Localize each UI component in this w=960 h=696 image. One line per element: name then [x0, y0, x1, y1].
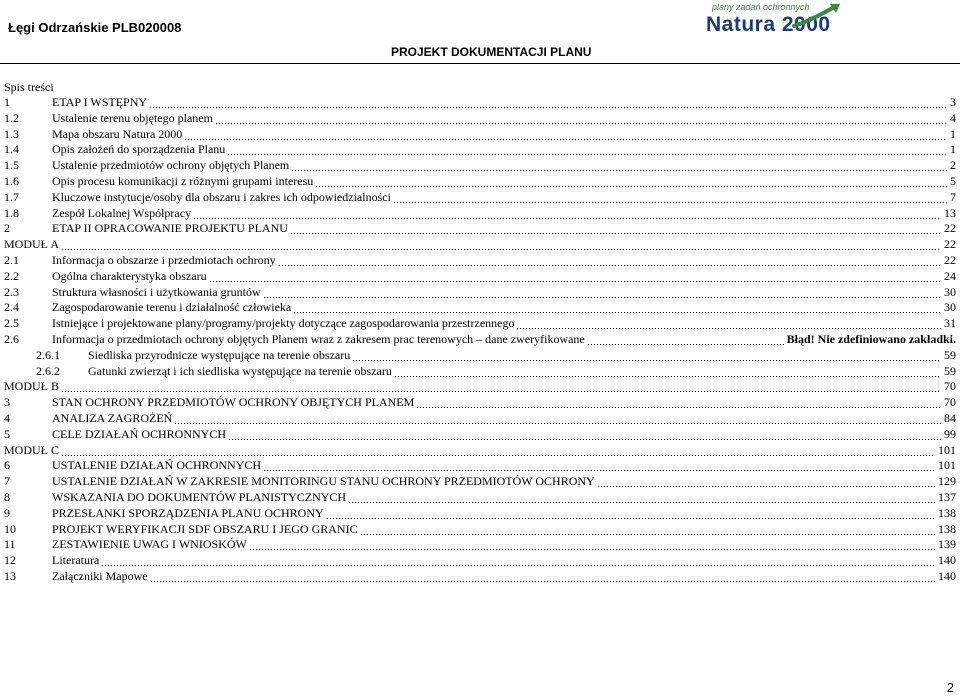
toc-dot-leader [326, 506, 935, 522]
toc-entry-number: 8 [4, 489, 10, 504]
toc-entry-page: 99 [944, 426, 956, 441]
toc-entry[interactable] [4, 221, 956, 237]
toc-dot-leader [291, 158, 947, 174]
toc-entry-number: 2.6.1 [36, 347, 60, 362]
toc-entry-number: 1.6 [4, 173, 19, 188]
toc-dot-leader [597, 474, 935, 490]
toc-entry-page: 59 [944, 363, 956, 378]
toc-entry[interactable] [4, 253, 956, 269]
toc-dot-leader [315, 174, 947, 190]
toc-entry-title: Struktura własności i użytkowania gruntów [52, 284, 261, 299]
header-subtitle: PROJEKT DOKUMENTACJI PLANU [391, 45, 592, 59]
toc-dot-leader [150, 569, 935, 585]
toc-entry[interactable] [4, 395, 956, 411]
toc-entry-title: Kluczowe instytucje/osoby dla obszaru i zakres ich odpowiedzialności [52, 189, 391, 204]
toc-entry-page: 101 [938, 442, 956, 457]
toc-entry-page: 138 [938, 521, 956, 536]
toc-entry-number: 9 [4, 505, 10, 520]
toc-entry-title: Informacja o przedmiotach ochrony objętych Planem wraz z zakresem prac terenowych – dane zweryfikowane [52, 331, 585, 346]
toc-entry-number: 1.4 [4, 142, 19, 157]
toc-entry-title: ETAP II OPRACOWANIE PROJEKTU PLANU [52, 221, 288, 236]
toc-entry-number: 7 [4, 474, 10, 489]
page-header [0, 0, 960, 64]
toc-entry[interactable] [4, 537, 956, 553]
toc-entry-title: ZESTAWIENIE UWAG I WNIOSKÓW [52, 537, 247, 552]
logo-wordmark: Natura 2000 [706, 13, 831, 36]
toc-entry-number: 13 [4, 568, 16, 583]
toc-entry[interactable] [4, 316, 956, 332]
toc-entry-number: 1.8 [4, 205, 19, 220]
toc-dot-leader [174, 411, 941, 427]
toc-entry-number: 1 [4, 95, 10, 109]
toc-entry-number: 12 [4, 553, 16, 568]
toc-entry[interactable] [4, 127, 956, 143]
toc-dot-leader [209, 269, 941, 285]
toc-dot-leader [149, 95, 947, 111]
toc-entry[interactable] [4, 411, 956, 427]
natura-2000-logo [704, 2, 844, 42]
toc-dot-leader [61, 443, 935, 459]
toc-dot-leader [249, 537, 935, 553]
toc-entry-title: Załączniki Mapowe [52, 568, 148, 583]
toc-dot-leader [293, 300, 941, 316]
toc-dot-leader [228, 427, 941, 443]
toc-dot-leader [393, 190, 947, 206]
toc-dot-leader [227, 142, 947, 158]
toc-entry-title: Ustalenie terenu objętego planem [52, 110, 213, 125]
toc-entry-title: Mapa obszaru Natura 2000 [52, 126, 183, 141]
toc-entry[interactable] [4, 364, 956, 380]
toc-entry-number: 6 [4, 458, 10, 473]
toc-entry[interactable] [4, 206, 956, 222]
toc-entry-number: 2.6 [4, 331, 19, 346]
toc-dot-leader [587, 332, 784, 348]
toc-entry-number: 2 [4, 221, 10, 236]
toc-entry-page: 13 [944, 205, 956, 220]
toc-entry[interactable] [4, 285, 956, 301]
toc-entry-page: 22 [944, 237, 956, 252]
toc-entry-number: 1.3 [4, 126, 19, 141]
toc-entry-number: 3 [4, 395, 10, 410]
toc-entry[interactable] [4, 158, 956, 174]
toc-entry-number: 2.3 [4, 284, 19, 299]
toc-entry-page: 22 [944, 252, 956, 267]
page-number: 2 [946, 680, 954, 695]
header-divider [0, 63, 960, 64]
toc-entry-number: 1.7 [4, 189, 19, 204]
toc-entry-page: 7 [950, 189, 956, 204]
toc-entry[interactable] [4, 332, 956, 348]
toc-entry[interactable] [4, 379, 956, 395]
toc-entry[interactable] [4, 443, 956, 459]
toc-entry-title: PRZESŁANKI SPORZĄDZENIA PLANU OCHRONY [52, 505, 324, 520]
toc-entry-page: 1 [950, 126, 956, 141]
toc-dot-leader [352, 348, 941, 364]
toc-entry-title: Opis procesu komunikacji z różnymi grupami interesu [52, 173, 314, 188]
toc-entry-number: 2.4 [4, 300, 19, 315]
toc-dot-leader [348, 490, 935, 506]
toc-dot-leader [184, 127, 947, 143]
toc-entry[interactable] [4, 490, 956, 506]
toc-entry-title: Ustalenie przedmiotów ochrony objętych Planem [52, 158, 290, 173]
toc-entry-page: 101 [938, 458, 956, 473]
toc-entry-page: 84 [944, 410, 956, 425]
toc-entry-page: 4 [950, 110, 956, 125]
document-title: Łęgi Odrzańskie PLB020008 [8, 20, 182, 35]
toc-dot-leader [263, 285, 941, 301]
toc-entry-title: Ogólna charakterystyka obszaru [52, 268, 207, 283]
toc-entry-page: 3 [950, 95, 956, 109]
toc-dot-leader [101, 553, 935, 569]
toc-entry-title: ETAP I WSTĘPNY [52, 95, 148, 109]
toc-entry-number: 10 [4, 521, 16, 536]
toc-entry-page: 30 [944, 284, 956, 299]
toc-entry-number: 4 [4, 410, 10, 425]
toc-entry[interactable] [4, 522, 956, 538]
toc-entry[interactable] [4, 348, 956, 364]
toc-entry[interactable] [4, 95, 956, 111]
toc-entry-page: 5 [950, 173, 956, 188]
toc-entry-title: Literatura [52, 553, 100, 568]
toc-entry-title: Zespół Lokalnej Współpracy [52, 205, 192, 220]
toc-entry-page: 70 [944, 379, 956, 394]
toc-dot-leader [290, 221, 941, 237]
toc-entry[interactable] [4, 174, 956, 190]
toc-entry-number: 2.2 [4, 268, 19, 283]
toc-dot-leader [263, 458, 935, 474]
toc-entry-title: Gatunki zwierząt i ich siedliska występujące na terenie obszaru [88, 363, 392, 378]
logo-tagline: plany zadań ochronnych [712, 2, 810, 12]
toc-entry[interactable] [4, 569, 956, 585]
table-of-contents [4, 95, 956, 585]
toc-entry-page: 31 [944, 316, 956, 331]
toc-entry-title: ANALIZA ZAGROŻEŃ [52, 410, 173, 425]
toc-entry-number: 2.5 [4, 316, 19, 331]
toc-entry-page: 140 [938, 568, 956, 583]
toc-entry-title: USTALENIE DZIAŁAŃ OCHRONNYCH [52, 458, 262, 473]
toc-entry-page: 137 [938, 489, 956, 504]
toc-entry-page: 140 [938, 553, 956, 568]
toc-dot-leader [416, 395, 941, 411]
toc-entry-title: MODUŁ C [4, 442, 60, 457]
toc-entry-page: 2 [950, 158, 956, 173]
toc-dot-leader [215, 111, 947, 127]
toc-entry[interactable] [4, 474, 956, 490]
toc-entry-page: 59 [944, 347, 956, 362]
toc-dot-leader [193, 206, 941, 222]
toc-dot-leader [278, 253, 941, 269]
toc-entry-page: 138 [938, 505, 956, 520]
toc-entry-title: MODUŁ B [4, 379, 60, 394]
toc-entry-number: 5 [4, 426, 10, 441]
toc-entry-title: USTALENIE DZIAŁAŃ W ZAKRESIE MONITORINGU STANU OCHRONY PRZEDMIOTÓW OCHRONY [52, 474, 595, 489]
toc-entry-number: 2.1 [4, 252, 19, 267]
toc-entry[interactable] [4, 190, 956, 206]
toc-entry-title: MODUŁ A [4, 237, 60, 252]
toc-dot-leader [516, 316, 941, 332]
toc-entry[interactable] [4, 506, 956, 522]
toc-entry-title: Istniejące i projektowane plany/programy/projekty dotyczące zagospodarowania przestrzennego [52, 316, 515, 331]
checkmark-swoosh-icon [790, 2, 842, 38]
toc-entry-title: Zagospodarowanie terenu i działalność człowieka [52, 300, 292, 315]
toc-entry-number: 11 [4, 537, 16, 552]
toc-entry-title: Informacja o obszarze i przedmiotach ochrony [52, 252, 276, 267]
toc-entry[interactable] [4, 553, 956, 569]
toc-heading: Spis treści [4, 80, 54, 94]
toc-entry-title: CELE DZIAŁAŃ OCHRONNYCH [52, 426, 226, 441]
toc-entry-page: 30 [944, 300, 956, 315]
toc-entry-title: PROJEKT WERYFIKACJI SDF OBSZARU I JEGO GRANIC [52, 521, 358, 536]
toc-entry-number: 1.2 [4, 110, 19, 125]
toc-entry[interactable] [4, 427, 956, 443]
toc-entry[interactable] [4, 458, 956, 474]
toc-entry-title: WSKAZANIA DO DOKUMENTÓW PLANISTYCZNYCH [52, 489, 347, 504]
toc-entry-number: 1.5 [4, 158, 19, 173]
toc-entry[interactable] [4, 237, 956, 253]
toc-entry-title: STAN OCHRONY PRZEDMIOTÓW OCHRONY OBJĘTYCH PLANEM [52, 395, 415, 410]
toc-entry-page: 129 [938, 474, 956, 489]
toc-entry[interactable] [4, 142, 956, 158]
toc-dot-leader [394, 364, 941, 380]
toc-dot-leader [61, 237, 941, 253]
toc-dot-leader [61, 379, 941, 395]
toc-entry[interactable] [4, 269, 956, 285]
toc-entry-page: 70 [944, 395, 956, 410]
toc-entry-page: 1 [950, 142, 956, 157]
toc-dot-leader [360, 522, 935, 538]
toc-entry-page: 139 [938, 537, 956, 552]
toc-entry-page: 24 [944, 268, 956, 283]
toc-entry-page: Błąd! Nie zdefiniowano zakładki. [786, 331, 956, 346]
toc-entry-title: Opis założeń do sporządzenia Planu [52, 142, 226, 157]
toc-entry-page: 22 [944, 221, 956, 236]
toc-entry[interactable] [4, 300, 956, 316]
toc-entry-title: Siedliska przyrodnicze występujące na terenie obszaru [88, 347, 351, 362]
toc-entry-number: 2.6.2 [36, 363, 60, 378]
toc-entry[interactable] [4, 111, 956, 127]
